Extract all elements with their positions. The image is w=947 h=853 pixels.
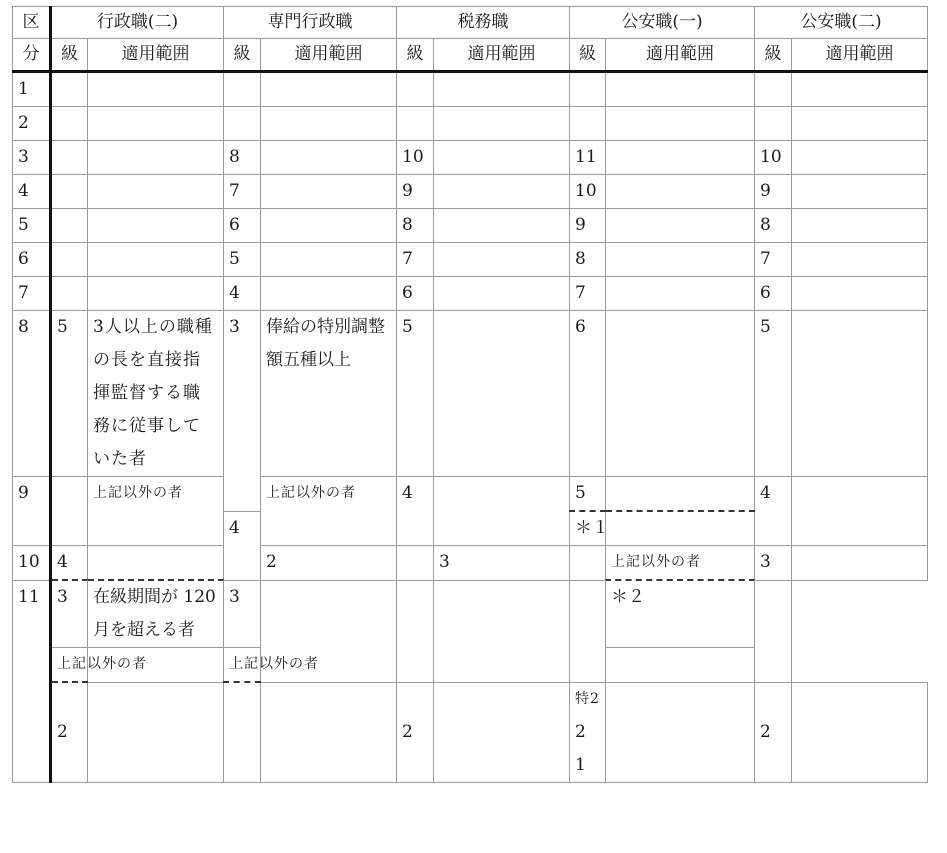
table-row xyxy=(13,546,928,581)
table-row xyxy=(13,311,928,477)
senmon-kyu-cell: 3 xyxy=(224,311,261,512)
zeimu-kyu-cell: 7 xyxy=(397,243,434,277)
gyosei2-kyu-cell: 4 xyxy=(51,546,88,581)
tekiyo-header: 適用範囲 xyxy=(88,39,224,72)
koan1-kyu-cell: 6 xyxy=(570,311,606,477)
table-row xyxy=(13,72,928,107)
group-header-koan2: 公安職(二) xyxy=(755,7,928,39)
koan2-kyu-cell: 5 xyxy=(755,311,792,477)
kubun-cell: 1 xyxy=(13,72,51,107)
koan1-range-cell: 上記以外の者 xyxy=(224,648,261,683)
zeimu-kyu-cell: 2 xyxy=(397,682,434,782)
senmon-kyu-cell: 5 xyxy=(224,243,261,277)
tekiyo-header: 適用範囲 xyxy=(434,39,570,72)
kubun-cell: 10 xyxy=(13,546,51,581)
grade-correspondence-table xyxy=(12,6,928,783)
koan1-range-cell: 上記以外の者 xyxy=(606,546,755,581)
gyosei2-kyu-cell: 5 xyxy=(51,311,88,477)
gyosei2-range-cell: 上記以外の者 xyxy=(88,477,224,546)
table-row xyxy=(13,175,928,209)
kubun-cell: 9 xyxy=(13,477,51,546)
table-row xyxy=(13,107,928,141)
koan2-kyu-cell: 9 xyxy=(755,175,792,209)
kubun-cell: 8 xyxy=(13,311,51,477)
gyosei2-kyu-cell: 2 xyxy=(51,682,88,782)
koan1-kyu-line: 1 xyxy=(575,754,586,775)
kyu-header: 級 xyxy=(51,39,88,72)
kubun-cell: 3 xyxy=(13,141,51,175)
senmon-kyu-cell: 2 xyxy=(261,546,397,581)
group-header-zeimu: 税務職 xyxy=(397,7,570,39)
tekiyo-header: 適用範囲 xyxy=(606,39,755,72)
kubun-cell: 5 xyxy=(13,209,51,243)
tekiyo-header: 適用範囲 xyxy=(792,39,928,72)
kubun-cell: 11 xyxy=(13,580,51,782)
koan1-kyu-cell: 8 xyxy=(570,243,606,277)
kubun-cell: 6 xyxy=(13,243,51,277)
table-row xyxy=(13,682,928,782)
table-row xyxy=(13,243,928,277)
senmon-kyu-cell: 6 xyxy=(224,209,261,243)
koan1-kyu-cell: 3 xyxy=(224,580,261,648)
table-row xyxy=(13,277,928,311)
koan1-range-cell: ＊２ xyxy=(606,580,755,648)
gyosei2-range-cell: 在級期間が 120 月を超える者 xyxy=(88,580,224,648)
kubun-header-bottom: 分 xyxy=(13,39,51,72)
koan2-kyu-cell: 8 xyxy=(755,209,792,243)
kyu-header: 級 xyxy=(397,39,434,72)
kubun-cell: 4 xyxy=(13,175,51,209)
table-row xyxy=(13,477,928,512)
zeimu-kyu-cell: 4 xyxy=(397,477,434,546)
senmon-kyu-cell: 7 xyxy=(224,175,261,209)
koan1-kyu-cell: 5 xyxy=(570,477,606,512)
table-row xyxy=(13,141,928,175)
tekiyo-header: 適用範囲 xyxy=(261,39,397,72)
kubun-cell: 2 xyxy=(13,107,51,141)
zeimu-kyu-cell: 8 xyxy=(397,209,434,243)
koan1-kyu-cell: 4 xyxy=(224,511,261,580)
koan1-kyu-cell: 9 xyxy=(570,209,606,243)
gyosei2-range-cell: 上記以外の者 xyxy=(51,648,88,683)
group-header-gyosei2: 行政職(二) xyxy=(51,7,224,39)
koan2-kyu-cell: 7 xyxy=(755,243,792,277)
koan2-kyu-cell: 6 xyxy=(755,277,792,311)
koan1-kyu-line: 2 xyxy=(575,721,586,742)
kyu-header: 級 xyxy=(570,39,606,72)
koan2-kyu-cell: 2 xyxy=(755,682,792,782)
koan1-kyu-stack xyxy=(570,682,606,782)
group-header-koan1: 公安職(一) xyxy=(570,7,755,39)
zeimu-kyu-cell: 3 xyxy=(434,546,570,581)
senmon-range-cell: 上記以外の者 xyxy=(261,477,397,546)
koan2-kyu-cell: 4 xyxy=(755,477,792,546)
gyosei2-range-cell: 3人以上の職種の長を直接指揮監督する職務に従事していた者 xyxy=(88,311,224,477)
kyu-header: 級 xyxy=(224,39,261,72)
koan1-kyu-line: 特2 xyxy=(575,690,600,707)
zeimu-kyu-cell: 10 xyxy=(397,141,434,175)
koan2-kyu-cell: 3 xyxy=(755,546,792,581)
zeimu-kyu-cell: 6 xyxy=(397,277,434,311)
koan1-kyu-cell: 10 xyxy=(570,175,606,209)
kyu-header: 級 xyxy=(755,39,792,72)
zeimu-kyu-cell: 9 xyxy=(397,175,434,209)
gyosei2-kyu-cell: 3 xyxy=(51,580,88,648)
zeimu-kyu-cell: 5 xyxy=(397,311,434,477)
group-header-senmon: 専門行政職 xyxy=(224,7,397,39)
koan1-range-cell: ＊１ xyxy=(570,511,606,546)
senmon-range-cell: 俸給の特別調整額五種以上 xyxy=(261,311,397,477)
table-row xyxy=(13,209,928,243)
koan1-kyu-cell: 11 xyxy=(570,141,606,175)
kubun-header-top: 区 xyxy=(13,7,51,39)
senmon-kyu-cell: 4 xyxy=(224,277,261,311)
koan2-kyu-cell: 10 xyxy=(755,141,792,175)
senmon-kyu-cell: 8 xyxy=(224,141,261,175)
koan1-kyu-cell: 7 xyxy=(570,277,606,311)
kubun-cell: 7 xyxy=(13,277,51,311)
